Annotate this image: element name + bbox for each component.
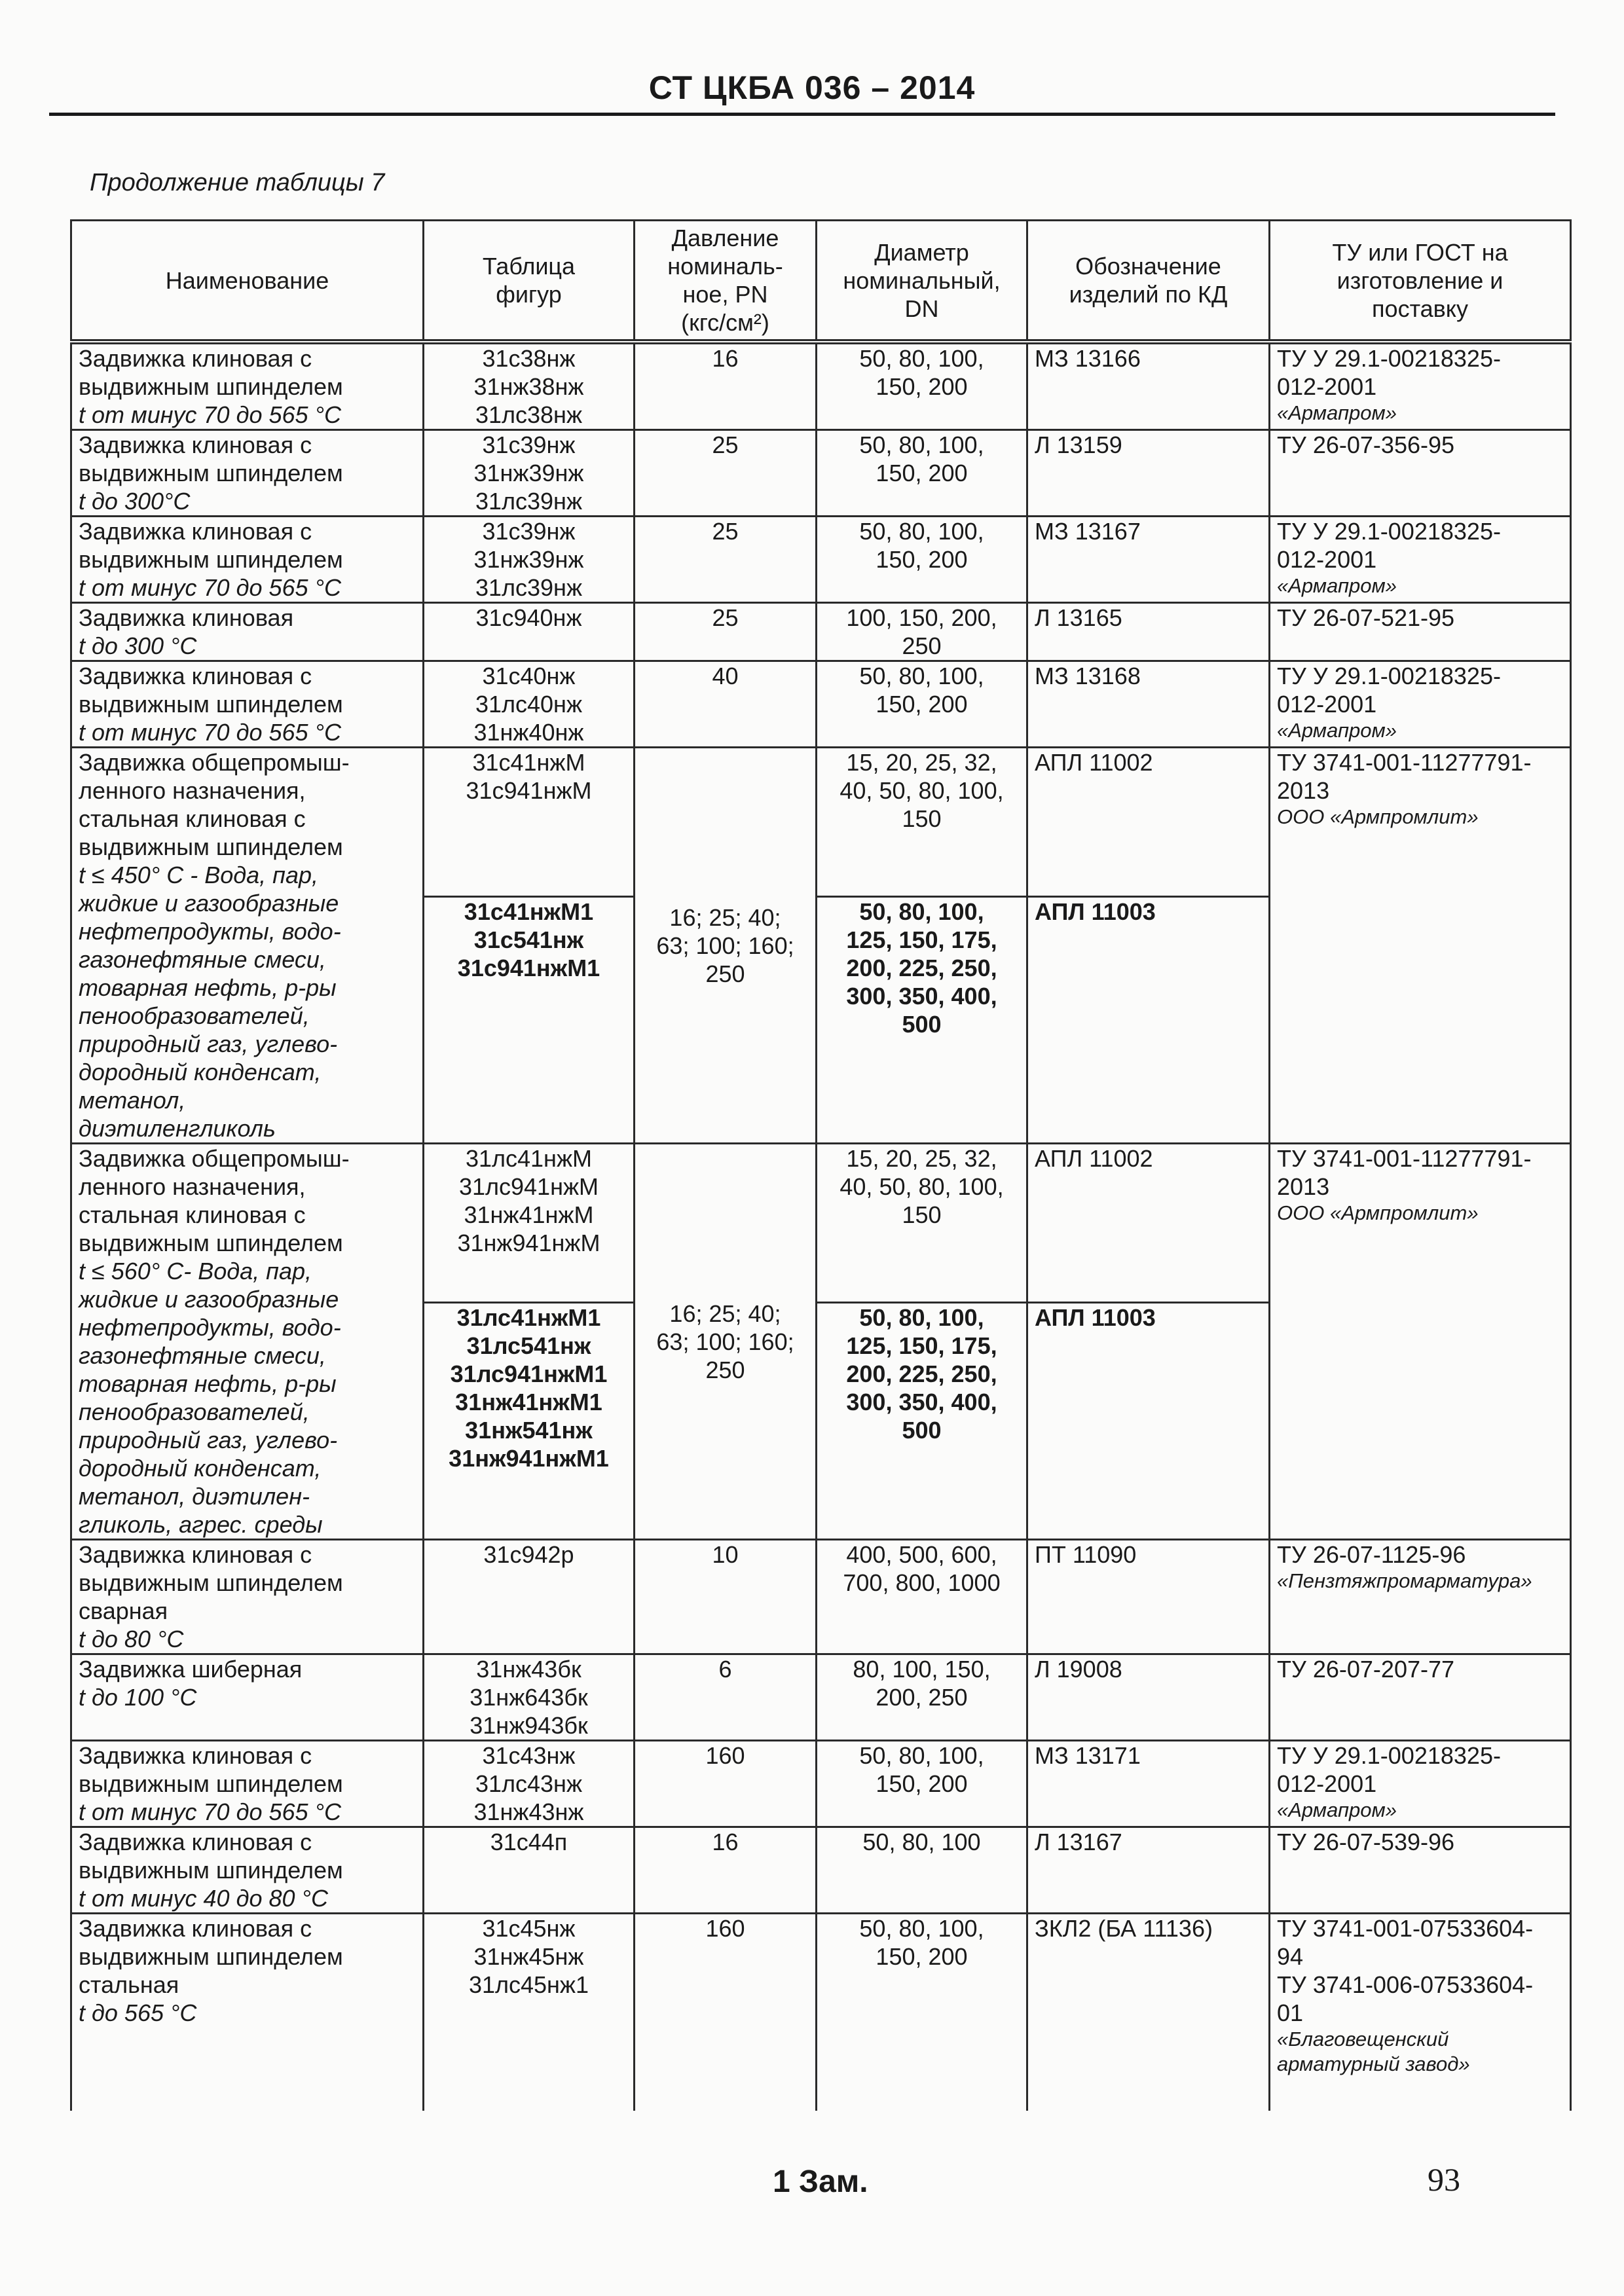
text-line: пенообразователей, bbox=[79, 1002, 310, 1029]
text-line: 63; 100; 160; bbox=[656, 1328, 794, 1355]
text-line: 250 bbox=[705, 1356, 745, 1383]
table-row bbox=[71, 342, 1571, 430]
text-line: Задвижка клиновая с bbox=[79, 1829, 312, 1855]
text-line: 300, 350, 400, bbox=[846, 1388, 997, 1415]
cell-diameter bbox=[817, 1654, 1027, 1741]
header-pressure: Давление номиналь- ное, PN (кгс/см²) bbox=[635, 221, 817, 342]
text-line: ТУ 26-07-207-77 bbox=[1277, 1656, 1455, 1683]
text-line: выдвижным шпинделем bbox=[79, 1943, 343, 1970]
text-line: 125, 150, 175, bbox=[846, 926, 997, 954]
text-line: Задвижка клиновая с bbox=[79, 431, 312, 458]
cell-figures bbox=[424, 1302, 635, 1539]
cell-pressure bbox=[635, 1144, 817, 1540]
text-line: 100, 150, 200, bbox=[846, 604, 997, 631]
text-line: 31лс941нжМ bbox=[458, 1173, 599, 1200]
cell-diameter bbox=[817, 517, 1027, 603]
header-rule bbox=[49, 113, 1555, 116]
cell-diameter bbox=[817, 1827, 1027, 1914]
text-line: 31лс941нжМ1 bbox=[450, 1360, 608, 1387]
text-line: 31лс38нж bbox=[475, 401, 583, 428]
cell-name bbox=[71, 430, 424, 517]
cell-diameter bbox=[817, 748, 1027, 897]
text-line: 31нж943бк bbox=[470, 1712, 588, 1739]
cell-name bbox=[71, 342, 424, 430]
cell-diameter bbox=[817, 430, 1027, 517]
cell-tu bbox=[1270, 1540, 1571, 1654]
text-line: 150, 200 bbox=[876, 460, 968, 486]
cell-figures bbox=[424, 342, 635, 430]
table-caption: Продолжение таблицы 7 bbox=[90, 169, 385, 196]
text-line: 50, 80, 100, bbox=[859, 663, 984, 689]
table-body-lower bbox=[71, 1540, 1571, 2111]
text-line: газонефтяные смеси, bbox=[79, 946, 326, 973]
text-line: 31лс41нжМ1 bbox=[456, 1303, 601, 1331]
text-line: 150, 200 bbox=[876, 373, 968, 400]
cell-pressure bbox=[635, 748, 817, 1144]
text-line: 160 bbox=[705, 1915, 745, 1942]
text-line: t ≤ 450° С - Вода, пар, bbox=[79, 862, 319, 888]
text-line: 80, 100, 150, bbox=[853, 1656, 991, 1683]
cell-pressure bbox=[635, 1654, 817, 1741]
table-row bbox=[71, 517, 1571, 603]
text-line: 012-2001 bbox=[1277, 691, 1377, 718]
text-line: t до 80 °С bbox=[79, 1626, 184, 1652]
text-line: 31с41нжМ1 bbox=[464, 898, 594, 926]
text-line: 31нж43нж bbox=[473, 1798, 584, 1825]
text-line: Задвижка клиновая с bbox=[79, 518, 312, 545]
text-line: 31с39нж bbox=[482, 431, 576, 458]
text-line: 50, 80, 100, bbox=[859, 1303, 984, 1331]
text-line: Задвижка клиновая с bbox=[79, 1541, 312, 1568]
text-line: ТУ У 29.1-00218325- bbox=[1277, 518, 1501, 545]
text-line: 31нж941нжМ1 bbox=[449, 1444, 609, 1472]
cell-name bbox=[71, 1741, 424, 1827]
text-line: 25 bbox=[712, 518, 739, 545]
cell-pressure bbox=[635, 1540, 817, 1654]
cell-designation: Л 13159 bbox=[1027, 430, 1270, 517]
cell-name bbox=[71, 517, 424, 603]
text-line: ТУ 26-07-539-96 bbox=[1277, 1829, 1455, 1855]
cell-pressure bbox=[635, 1741, 817, 1827]
manufacturer: «Армапром» bbox=[1277, 574, 1397, 597]
cell-figures bbox=[424, 1827, 635, 1914]
text-line: 200, 225, 250, bbox=[846, 955, 997, 982]
text-line: t от минус 40 до 80 °С bbox=[79, 1885, 328, 1912]
text-line: Задвижка клиновая с bbox=[79, 663, 312, 689]
cell-pressure bbox=[635, 1914, 817, 2111]
cell-pressure bbox=[635, 517, 817, 603]
text-line: 16 bbox=[712, 1829, 739, 1855]
text-line: диэтиленгликоль bbox=[79, 1115, 276, 1142]
text-line: 150, 200 bbox=[876, 546, 968, 573]
text-line: 31нж39нж bbox=[473, 546, 584, 573]
text-line: 50, 80, 100, bbox=[859, 1742, 984, 1769]
text-line: 31лс39нж bbox=[475, 488, 583, 515]
text-line: выдвижным шпинделем bbox=[79, 1569, 343, 1596]
text-line: арматурный завод» bbox=[1277, 2052, 1470, 2075]
cell-figures bbox=[424, 1144, 635, 1303]
text-line: нефтепродукты, водо- bbox=[79, 918, 341, 945]
text-line: 31лс541нж bbox=[466, 1332, 591, 1359]
text-line: 6 bbox=[718, 1656, 732, 1683]
text-line: 31с940нж bbox=[475, 604, 582, 631]
cell-figures bbox=[424, 430, 635, 517]
cell-name bbox=[71, 1654, 424, 1741]
cell-tu bbox=[1270, 603, 1571, 661]
text-line: 10 bbox=[712, 1541, 739, 1568]
cell-tu bbox=[1270, 1914, 1571, 2111]
text-line: Задвижка общепромыш- bbox=[79, 1145, 350, 1172]
cell-tu bbox=[1270, 430, 1571, 517]
table-row bbox=[71, 1914, 1571, 2111]
text-line: 63; 100; 160; bbox=[656, 932, 794, 959]
header-diameter: Диаметр номинальный, DN bbox=[817, 221, 1027, 342]
text-line: 125, 150, 175, bbox=[846, 1332, 997, 1359]
cell-diameter bbox=[817, 661, 1027, 748]
text-line: t до 300 °С bbox=[79, 632, 197, 659]
text-line: t до 565 °С bbox=[79, 1999, 197, 2026]
table-row bbox=[71, 1827, 1571, 1914]
text-line: 400, 500, 600, bbox=[846, 1541, 997, 1568]
text-line: жидкие и газообразные bbox=[79, 1286, 339, 1313]
table-row-group bbox=[71, 1144, 1571, 1303]
text-line: 31нж541нж bbox=[465, 1416, 593, 1444]
text-line: ленного назначения, bbox=[79, 1173, 306, 1200]
header-name: Наименование bbox=[71, 221, 424, 342]
text-line: 150 bbox=[902, 1201, 942, 1228]
text-line: t ≤ 560° С- Вода, пар, bbox=[79, 1258, 312, 1285]
text-line: 31лс39нж bbox=[475, 574, 583, 601]
text-line: 16; 25; 40; bbox=[669, 1300, 781, 1327]
text-line: 012-2001 bbox=[1277, 1770, 1377, 1797]
text-line: 31с45нж bbox=[482, 1915, 576, 1942]
cell-designation: МЗ 13167 bbox=[1027, 517, 1270, 603]
text-line: 16 bbox=[712, 345, 739, 372]
text-line: природный газ, углево- bbox=[79, 1030, 338, 1057]
header-tu: ТУ или ГОСТ на изготовление и поставку bbox=[1270, 221, 1571, 342]
text-line: 31лс40нж bbox=[475, 691, 583, 718]
cell-designation: МЗ 13166 bbox=[1027, 342, 1270, 430]
text-line: жидкие и газообразные bbox=[79, 890, 339, 917]
cell-tu bbox=[1270, 517, 1571, 603]
page-number: 93 bbox=[1428, 2161, 1460, 2198]
text-line: 31нж38нж bbox=[473, 373, 584, 400]
text-line: t от минус 70 до 565 °С bbox=[79, 574, 341, 601]
cell-figures bbox=[424, 517, 635, 603]
text-line: 31с941нжМ1 bbox=[457, 955, 600, 982]
text-line: 150 bbox=[902, 805, 942, 832]
header-designation: Обозначение изделий по КД bbox=[1027, 221, 1270, 342]
text-line: 31нж941нжМ bbox=[457, 1230, 600, 1256]
cell-pressure bbox=[635, 342, 817, 430]
text-line: 31лс43нж bbox=[475, 1770, 583, 1797]
text-line: 50, 80, 100, bbox=[859, 431, 984, 458]
text-line: 31нж39нж bbox=[473, 460, 584, 486]
manufacturer: «Армапром» bbox=[1277, 719, 1397, 742]
text-line: 31с38нж bbox=[482, 345, 576, 372]
text-line: 01 bbox=[1277, 1999, 1304, 2026]
text-line: ТУ 26-07-521-95 bbox=[1277, 604, 1455, 631]
cell-designation: ЗКЛ2 (БА 11136) bbox=[1027, 1914, 1270, 2111]
text-line: 31лс45нж1 bbox=[468, 1971, 589, 1998]
cell-designation: Л 13165 bbox=[1027, 603, 1270, 661]
cell-tu: ТУ 3741-001-11277791- 2013 ООО «Армпромлит» bbox=[1270, 748, 1571, 1144]
cell-name bbox=[71, 1540, 424, 1654]
cell-designation: МЗ 13171 bbox=[1027, 1741, 1270, 1827]
text-line: дородный конденсат, bbox=[79, 1059, 322, 1085]
text-line: 012-2001 bbox=[1277, 373, 1377, 400]
text-line: пенообразователей, bbox=[79, 1398, 310, 1425]
text-line: 31с941нжМ bbox=[466, 777, 592, 804]
text-line: 40, 50, 80, 100, bbox=[840, 1173, 1004, 1200]
text-line: 31нж43бк bbox=[476, 1656, 581, 1683]
text-line: 31с39нж bbox=[482, 518, 576, 545]
text-line: Задвижка клиновая с bbox=[79, 1915, 312, 1942]
table-row bbox=[71, 1654, 1571, 1741]
text-line: ТУ 3741-001-11277791- bbox=[1277, 749, 1532, 776]
text-line: 31нж45нж bbox=[473, 1943, 584, 1970]
cell-figures bbox=[424, 661, 635, 748]
cell-designation: ПТ 11090 bbox=[1027, 1540, 1270, 1654]
text-line: ТУ 3741-001-07533604- bbox=[1277, 1915, 1534, 1942]
text-line: 2013 bbox=[1277, 1173, 1330, 1200]
cell-tu bbox=[1270, 1827, 1571, 1914]
cell-pressure bbox=[635, 661, 817, 748]
cell-name bbox=[71, 748, 424, 1144]
manufacturer: «Армапром» bbox=[1277, 401, 1397, 424]
text-line: ТУ 26-07-1125-96 bbox=[1277, 1541, 1466, 1568]
text-line: метанол, диэтилен- bbox=[79, 1483, 310, 1510]
text-line: ленного назначения, bbox=[79, 777, 306, 804]
table-body-upper bbox=[71, 342, 1571, 748]
text-line: 16; 25; 40; bbox=[669, 903, 781, 931]
text-line: 31с41нжМ bbox=[472, 749, 585, 776]
text-line: Задвижка клиновая с bbox=[79, 345, 312, 372]
text-line: 012-2001 bbox=[1277, 546, 1377, 573]
valve-table bbox=[70, 219, 1572, 2111]
cell-diameter bbox=[817, 603, 1027, 661]
text-line: выдвижным шпинделем bbox=[79, 460, 343, 486]
text-line: t от минус 70 до 565 °С bbox=[79, 1798, 341, 1825]
text-line: выдвижным шпинделем bbox=[79, 373, 343, 400]
text-line: 40, 50, 80, 100, bbox=[840, 777, 1004, 804]
cell-figures bbox=[424, 603, 635, 661]
cell-figures bbox=[424, 1741, 635, 1827]
text-line: Задвижка общепромыш- bbox=[79, 749, 350, 776]
cell-diameter bbox=[817, 342, 1027, 430]
table-header-row bbox=[71, 221, 1571, 342]
cell-name bbox=[71, 603, 424, 661]
table-row bbox=[71, 661, 1571, 748]
text-line: 250 bbox=[705, 960, 745, 987]
cell-tu bbox=[1270, 1654, 1571, 1741]
text-line: 31с541нж bbox=[473, 926, 584, 954]
text-line: сварная bbox=[79, 1597, 168, 1624]
text-line: 200, 225, 250, bbox=[846, 1360, 997, 1387]
text-line: 50, 80, 100, bbox=[859, 345, 984, 372]
cell-pressure bbox=[635, 430, 817, 517]
cell-diameter bbox=[817, 1741, 1027, 1827]
text-line: товарная нефть, р-ры bbox=[79, 974, 337, 1001]
cell-tu bbox=[1270, 342, 1571, 430]
cell-figures bbox=[424, 1914, 635, 2111]
table-row-group bbox=[71, 748, 1571, 897]
cell-designation: Л 19008 bbox=[1027, 1654, 1270, 1741]
text-line: 31с44п bbox=[490, 1829, 568, 1855]
text-line: t до 300°С bbox=[79, 488, 191, 515]
text-line: товарная нефть, р-ры bbox=[79, 1370, 337, 1397]
cell-diameter bbox=[817, 897, 1027, 1144]
text-line: 31нж40нж bbox=[473, 719, 584, 746]
footer-revision-note: 1 Зам. bbox=[773, 2164, 868, 2199]
table-row bbox=[71, 1540, 1571, 1654]
text-line: 50, 80, 100, bbox=[859, 518, 984, 545]
text-line: 700, 800, 1000 bbox=[843, 1569, 1001, 1596]
text-line: ТУ У 29.1-00218325- bbox=[1277, 345, 1501, 372]
text-line: 500 bbox=[902, 1416, 942, 1444]
cell-designation: АПЛ 11003 bbox=[1027, 897, 1270, 1144]
cell-designation: Л 13167 bbox=[1027, 1827, 1270, 1914]
text-line: выдвижным шпинделем bbox=[79, 1770, 343, 1797]
cell-tu bbox=[1270, 1741, 1571, 1827]
text-line: 94 bbox=[1277, 1943, 1304, 1970]
text-line: 2013 bbox=[1277, 777, 1330, 804]
cell-figures bbox=[424, 1540, 635, 1654]
cell-name bbox=[71, 1914, 424, 2111]
text-line: 160 bbox=[705, 1742, 745, 1769]
cell-figures bbox=[424, 897, 635, 1144]
text-line: 25 bbox=[712, 604, 739, 631]
text-line: 25 bbox=[712, 431, 739, 458]
text-line: выдвижным шпинделем bbox=[79, 691, 343, 718]
text-line: 300, 350, 400, bbox=[846, 983, 997, 1010]
text-line: стальная клиновая с bbox=[79, 1201, 306, 1228]
table-row bbox=[71, 430, 1571, 517]
text-line: «Благовещенский bbox=[1277, 2028, 1449, 2050]
text-line: 150, 200 bbox=[876, 1943, 968, 1970]
text-line: 31нж41нжМ bbox=[464, 1201, 594, 1228]
text-line: 31нж643бк bbox=[470, 1684, 588, 1711]
cell-pressure bbox=[635, 603, 817, 661]
text-line: Задвижка клиновая bbox=[79, 604, 294, 631]
text-line: дородный конденсат, bbox=[79, 1455, 322, 1482]
cell-diameter bbox=[817, 1144, 1027, 1303]
text-line: t до 100 °С bbox=[79, 1684, 197, 1711]
text-line: 250 bbox=[902, 632, 942, 659]
text-line: выдвижным шпинделем bbox=[79, 1230, 343, 1256]
text-line: стальная bbox=[79, 1971, 179, 1998]
text-line: 150, 200 bbox=[876, 1770, 968, 1797]
text-line: 31с43нж bbox=[482, 1742, 576, 1769]
text-line: метанол, bbox=[79, 1087, 186, 1114]
text-line: 50, 80, 100, bbox=[859, 898, 984, 926]
text-line: 150, 200 bbox=[876, 691, 968, 718]
text-line: нефтепродукты, водо- bbox=[79, 1314, 341, 1341]
text-line: гликоль, агрес. среды bbox=[79, 1511, 323, 1538]
cell-diameter bbox=[817, 1540, 1027, 1654]
cell-name bbox=[71, 1144, 424, 1540]
cell-designation: АПЛ 11002 bbox=[1027, 1144, 1270, 1303]
manufacturer: «Армапром» bbox=[1277, 1798, 1397, 1821]
text-line: 31с942р bbox=[483, 1541, 574, 1568]
text-line: 31лс41нжМ bbox=[465, 1145, 593, 1172]
table-body-groups bbox=[71, 748, 1571, 1540]
text-line: выдвижным шпинделем bbox=[79, 833, 343, 860]
cell-diameter bbox=[817, 1914, 1027, 2111]
cell-designation: АПЛ 11002 bbox=[1027, 748, 1270, 897]
text-line: 500 bbox=[902, 1011, 942, 1038]
text-line: 50, 80, 100 bbox=[862, 1829, 981, 1855]
text-line: выдвижным шпинделем bbox=[79, 546, 343, 573]
text-line: ТУ 3741-001-11277791- bbox=[1277, 1145, 1532, 1172]
cell-tu: ТУ 3741-001-11277791- 2013 ООО «Армпромлит» bbox=[1270, 1144, 1571, 1540]
text-line: Задвижка клиновая с bbox=[79, 1742, 312, 1769]
cell-name bbox=[71, 661, 424, 748]
text-line: ТУ 3741-006-07533604- bbox=[1277, 1971, 1534, 1998]
text-line: природный газ, углево- bbox=[79, 1427, 338, 1453]
cell-figures bbox=[424, 1654, 635, 1741]
cell-figures bbox=[424, 748, 635, 897]
manufacturer: «Пензтяжпромарматура» bbox=[1277, 1569, 1532, 1592]
text-line: газонефтяные смеси, bbox=[79, 1342, 326, 1369]
cell-pressure bbox=[635, 1827, 817, 1914]
text-line: ТУ У 29.1-00218325- bbox=[1277, 663, 1501, 689]
text-line: 40 bbox=[712, 663, 739, 689]
text-line: ТУ У 29.1-00218325- bbox=[1277, 1742, 1501, 1769]
text-line: t от минус 70 до 565 °С bbox=[79, 401, 341, 428]
text-line: выдвижным шпинделем bbox=[79, 1857, 343, 1884]
cell-designation: МЗ 13168 bbox=[1027, 661, 1270, 748]
cell-diameter bbox=[817, 1302, 1027, 1539]
cell-designation: АПЛ 11003 bbox=[1027, 1302, 1270, 1539]
text-line: 50, 80, 100, bbox=[859, 1915, 984, 1942]
text-line: 15, 20, 25, 32, bbox=[846, 1145, 997, 1172]
text-line: 31с40нж bbox=[482, 663, 576, 689]
text-line: 31нж41нжМ1 bbox=[455, 1388, 602, 1415]
text-line: t от минус 70 до 565 °С bbox=[79, 719, 341, 746]
table-row bbox=[71, 603, 1571, 661]
document-standard-title: СТ ЦКБА 036 – 2014 bbox=[648, 69, 976, 106]
table-row bbox=[71, 1741, 1571, 1827]
header-figures: Таблица фигур bbox=[424, 221, 635, 342]
cell-name bbox=[71, 1827, 424, 1914]
text-line: 200, 250 bbox=[876, 1684, 968, 1711]
cell-tu bbox=[1270, 661, 1571, 748]
text-line: Задвижка шиберная bbox=[79, 1656, 303, 1683]
text-line: стальная клиновая с bbox=[79, 805, 306, 832]
text-line: 15, 20, 25, 32, bbox=[846, 749, 997, 776]
text-line: ТУ 26-07-356-95 bbox=[1277, 431, 1455, 458]
